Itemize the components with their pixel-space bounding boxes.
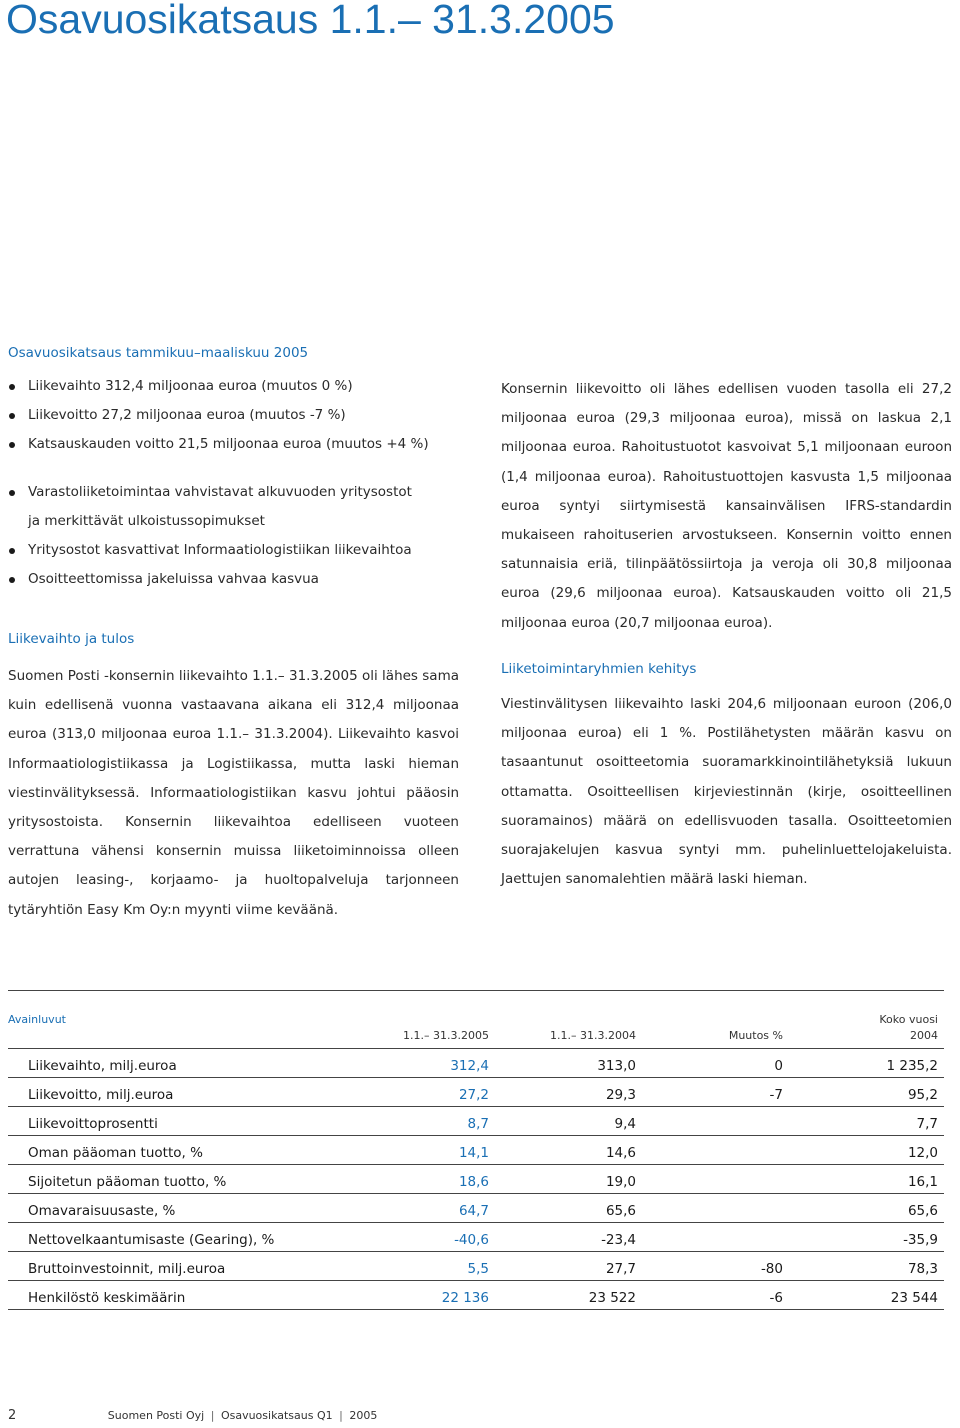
value-2005: 8,7 (348, 1107, 495, 1136)
row-name: Nettovelkaantumisaste (Gearing), % (8, 1223, 348, 1252)
table-row (8, 1165, 944, 1194)
value-change: -7 (642, 1078, 789, 1107)
footer-separator: | (210, 1409, 215, 1422)
value-full-year: -35,9 (789, 1223, 944, 1252)
value-2004: 14,6 (495, 1136, 642, 1165)
value-full-year: 12,0 (789, 1136, 944, 1165)
row-name: Oman pääoman tuotto, % (8, 1136, 348, 1165)
col-header-full-year: Koko vuosi 2004 (789, 1012, 944, 1049)
profit-paragraph: Konsernin liikevoitto oli lähes edellisen vuoden tasolla eli 27,2 miljoonaa euroa (29,3 miljoonaa euroa), missä on laskua 2,1 miljoonaa euroa. Rahoitustuotot kasvoivat 5,1 miljoonaan euroon (1,4 miljoonaa euroa). Rahoitustuottojen kasvusta 1,5 miljoonaa euroa syntyi siirtymisestä kansainvälisen IFRS-standardin mukaiseen rahoituserien arvostukseen. Konsernin voitto ennen satunnaisia eriä, tilinpäätössiirtoja ja veroja oli 30,8 miljoonaa euroa (29,6 miljoonaa euroa). Katsauskauden voitto oli 21,5 miljoonaa euroa (20,7 miljoonaa euroa). (501, 381, 952, 631)
bullet-icon (9, 413, 15, 419)
revenue-heading: Liikevaihto ja tulos (8, 631, 135, 647)
summary-bullets-group1 (8, 372, 429, 459)
bullet-icon (9, 384, 15, 390)
table-row (8, 1194, 944, 1223)
table-header-row (8, 1012, 944, 1049)
value-change: -6 (642, 1281, 789, 1310)
page-number: 2 (8, 1408, 17, 1423)
list-item: Liikevaihto 312,4 miljoonaa euroa (muutos 0 %) (8, 372, 429, 401)
table-row (8, 1252, 944, 1281)
summary-heading: Osavuosikatsaus tammikuu–maaliskuu 2005 (8, 345, 309, 361)
value-full-year: 1 235,2 (789, 1049, 944, 1078)
value-2004: 65,6 (495, 1194, 642, 1223)
value-full-year: 16,1 (789, 1165, 944, 1194)
value-2005: 18,6 (348, 1165, 495, 1194)
revenue-paragraph: Suomen Posti -konsernin liikevaihto 1.1.– 31.3.2005 oli lähes sama kuin edellisenä vuonna vastaavana aikana eli 312,4 miljoonaa euroa (313,0 miljoonaa euroa 1.1.– 31.3.2004). Liikevaihto kasvoi Informaatiologistiikassa ja Logistiikassa, mutta laski hieman viestinvälityksessä. Informaatiologistiikan kasvu johtui pääosin yritysostoista. Konsernin liikevaihtoa edelliseen vuoteen verrattuna vähensi konsernin muissa liiketoiminnoissa olleen autojen leasing-, korjaamo- ja huoltopalveluja tarjonneen tytäryhtiön Easy Km Oy:n myynti viime keväänä. (8, 668, 459, 918)
row-name: Bruttoinvestoinnit, milj.euroa (8, 1252, 348, 1281)
col-header-2004: 1.1.– 31.3.2004 (495, 1012, 642, 1049)
table-title: Avainluvut (8, 1012, 348, 1049)
bullet-icon (9, 442, 15, 448)
list-item: Liikevoitto 27,2 miljoonaa euroa (muutos -7 %) (8, 401, 429, 430)
business-groups-heading: Liiketoimintaryhmien kehitys (501, 661, 697, 677)
value-full-year: 7,7 (789, 1107, 944, 1136)
col-header-2005: 1.1.– 31.3.2005 (348, 1012, 495, 1049)
bullet-icon (9, 490, 15, 496)
value-2004: 9,4 (495, 1107, 642, 1136)
list-item: Yritysostot kasvattivat Informaatiologistiikan liikevaihtoa (8, 536, 412, 565)
value-2004: 23 522 (495, 1281, 642, 1310)
value-2005: 14,1 (348, 1136, 495, 1165)
list-item: Osoitteettomissa jakeluissa vahvaa kasvua (8, 565, 412, 594)
value-2004: -23,4 (495, 1223, 642, 1252)
footer-separator: | (339, 1409, 343, 1422)
value-change (642, 1165, 789, 1194)
list-item: Varastoliiketoimintaa vahvistavat alkuvuoden yritysostot (8, 478, 412, 507)
value-2005: 64,7 (348, 1194, 495, 1223)
bullet-icon (9, 548, 15, 554)
row-name: Liikevoitto, milj.euroa (8, 1078, 348, 1107)
value-full-year: 65,6 (789, 1194, 944, 1223)
value-full-year: 95,2 (789, 1078, 944, 1107)
value-change (642, 1194, 789, 1223)
value-change: -80 (642, 1252, 789, 1281)
value-2005: 312,4 (348, 1049, 495, 1078)
value-2004: 19,0 (495, 1165, 642, 1194)
page-footer (8, 1408, 377, 1423)
value-2005: -40,6 (348, 1223, 495, 1252)
value-change (642, 1107, 789, 1136)
row-name: Sijoitetun pääoman tuotto, % (8, 1165, 348, 1194)
value-full-year: 23 544 (789, 1281, 944, 1310)
table-row (8, 1107, 944, 1136)
value-change (642, 1136, 789, 1165)
list-item: Katsauskauden voitto 21,5 miljoonaa euroa (muutos +4 %) (8, 430, 429, 459)
value-full-year: 78,3 (789, 1252, 944, 1281)
value-2005: 27,2 (348, 1078, 495, 1107)
business-groups-paragraph: Viestinvälitysen liikevaihto laski 204,6 miljoonaan euroon (206,0 miljoonaa euroa) eli 1 %. Postilähetysten määrän kasvu on tasaantunut osoitteetomia suoramarkkinointilähetyksiä lukuun ottamatta. Osoitteellisen kirjeviestinnän (kirje, osoitteellinen suoramainos) määrä on edellisvuoden tasalla. Osoitteetomien suorajakelujen kasvua syntyi mm. puhelinluettelojakeluista. Jaettujen sanomalehtien määrä laski hieman. (501, 696, 952, 888)
footer-year: 2005 (349, 1409, 378, 1422)
footer-company: Suomen Posti Oyj (107, 1409, 205, 1422)
value-2005: 5,5 (348, 1252, 495, 1281)
value-2005: 22 136 (348, 1281, 495, 1310)
row-name: Liikevaihto, milj.euroa (8, 1049, 348, 1078)
col-header-change: Muutos % (642, 1012, 789, 1049)
table-row (8, 1136, 944, 1165)
key-figures-table (8, 1012, 944, 1310)
table-row (8, 1078, 944, 1107)
page-title: Osavuosikatsaus 1.1.– 31.3.2005 (6, 0, 615, 42)
row-name: Omavaraisuusaste, % (8, 1194, 348, 1223)
table-row (8, 1049, 944, 1078)
row-name: Liikevoittoprosentti (8, 1107, 348, 1136)
table-row (8, 1281, 944, 1310)
value-change: 0 (642, 1049, 789, 1078)
value-2004: 27,7 (495, 1252, 642, 1281)
value-change (642, 1223, 789, 1252)
footer-doc: Osavuosikatsaus Q1 (220, 1409, 333, 1422)
lead-word: Viestinvälitys (501, 696, 591, 712)
value-2004: 29,3 (495, 1078, 642, 1107)
table-row (8, 1223, 944, 1252)
value-2004: 313,0 (495, 1049, 642, 1078)
list-item-continuation: ja merkittävät ulkoistussopimukset (28, 513, 265, 529)
summary-bullets-group2 (8, 478, 412, 594)
table-top-rule (8, 990, 944, 991)
bullet-icon (9, 577, 15, 583)
row-name: Henkilöstö keskimäärin (8, 1281, 348, 1310)
